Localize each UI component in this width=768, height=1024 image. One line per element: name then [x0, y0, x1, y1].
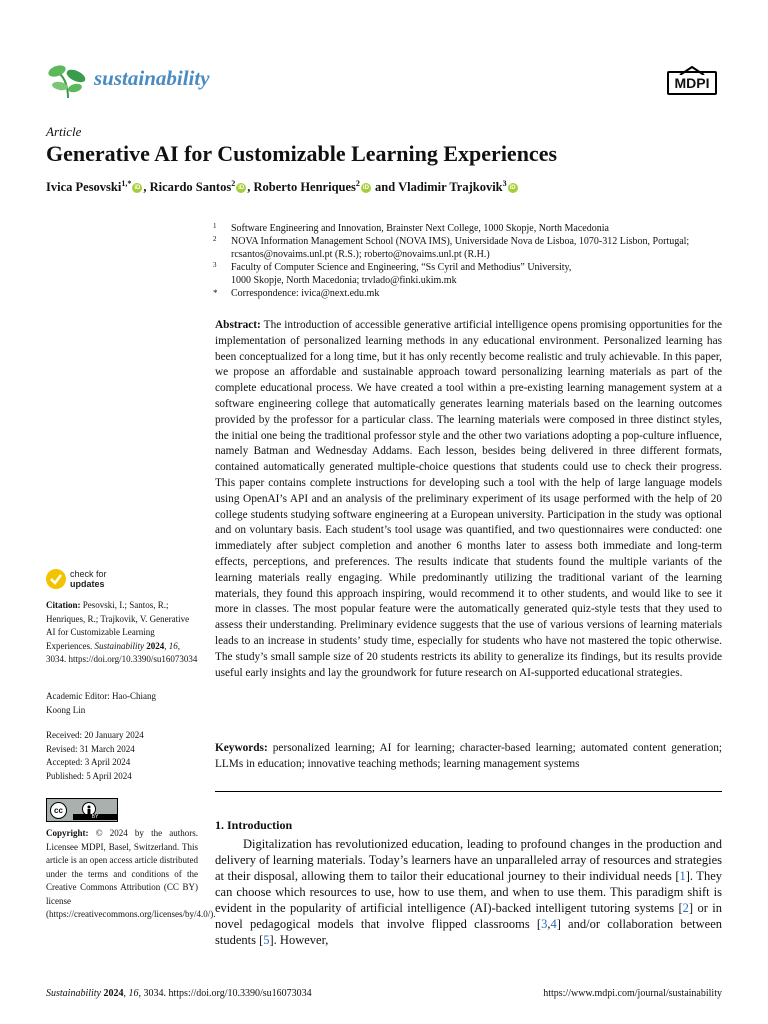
author-sup: 2: [355, 179, 360, 188]
date-line: Published: 5 April 2024: [46, 770, 132, 781]
affiliation-line: Faculty of Computer Science and Engineering, “Ss Cyril and Methodius” University,: [231, 262, 572, 273]
affiliation-number: 1: [213, 222, 217, 230]
orcid-icon[interactable]: iD: [134, 185, 141, 192]
article-title: Generative AI for Customizable Learning Experiences: [46, 141, 558, 166]
keywords-text: personalized learning; AI for learning; character-based learning; automated content generation; LLMs in education; innovative teaching methods; learning management systems: [215, 742, 723, 770]
author-sup: 2: [231, 179, 236, 188]
author-name[interactable]: Ricardo Santos: [149, 180, 232, 195]
by-label: BY: [73, 814, 117, 820]
copyright-block: [46, 827, 216, 922]
copyright-text: © 2024 by the authors. Licensee MDPI, Basel, Switzerland. This article is an open access article distributed under the terms and conditions of the Creative Commons Attribution (CC BY) license (https://creativecommons.org/licenses/by/4.0/).: [46, 828, 216, 919]
author-sup: 1,*: [121, 179, 132, 188]
dates-block: [46, 729, 198, 783]
citation-label: Citation:: [46, 600, 81, 610]
affiliation-number: 3: [213, 261, 217, 269]
citation-link[interactable]: 2: [682, 901, 689, 915]
intro-text: ] or in novel pedagogical models that involve flipped classrooms [: [215, 901, 722, 931]
journal-logo-icon: [46, 62, 90, 100]
affiliation: [213, 261, 723, 287]
correspondence-line[interactable]: Correspondence: ivica@next.edu.mk: [231, 288, 380, 299]
mdpi-logo: [667, 71, 717, 95]
affiliation-number: *: [213, 288, 218, 298]
cc-by-license-badge[interactable]: [46, 798, 118, 822]
citation-year: 2024: [146, 640, 165, 651]
author-sep: ,: [247, 180, 254, 195]
footer-journal: Sustainability: [46, 988, 101, 999]
citation-volume: 16: [168, 640, 178, 651]
affiliation-line: Software Engineering and Innovation, Brainster Next College, 1000 Skopje, North Macedonia: [231, 223, 609, 234]
section-title: 1. Introduction: [215, 818, 293, 832]
author-sup: 3: [502, 179, 507, 188]
intro-text: ]. They can choose which resources to use, how to use them, and when to use them. This paradigm shift is evident in the popularity of artificial intelligence (AI)-backed intelligent tutoring systems [: [215, 869, 722, 915]
author-list: [46, 179, 519, 195]
cc-icon: cc: [50, 802, 67, 819]
footer-journal-url[interactable]: https://www.mdpi.com/journal/sustainability: [543, 988, 722, 999]
affiliation-line[interactable]: rcsantos@novaims.unl.pt (R.S.); roberto@novaims.unl.pt (R.H.): [231, 249, 490, 260]
affiliation: [213, 222, 723, 235]
author-sep: ,: [143, 180, 150, 195]
date-line: Accepted: 3 April 2024: [46, 757, 131, 767]
citation-link[interactable]: 1: [679, 869, 686, 883]
abstract-label: Abstract:: [215, 319, 261, 331]
intro-text: ]. However,: [269, 933, 329, 947]
keywords: [215, 741, 722, 773]
intro-text: ] and/or collaboration between students [: [215, 917, 722, 947]
cfu-line: updates: [70, 579, 105, 589]
citation-link[interactable]: 4: [550, 917, 557, 931]
footer-citation: Sustainability 2024, 16, 3034. https://doi.org/10.3390/su16073034: [46, 988, 312, 999]
author-name[interactable]: Ivica Pesovski: [46, 180, 122, 195]
orcid-icon[interactable]: iD: [362, 185, 369, 192]
affiliation-line[interactable]: 1000 Skopje, North Macedonia; trvlado@finki.ukim.mk: [231, 275, 457, 286]
intro-text: Digitalization has revolutionized education, leading to profound changes in the production and delivery of learning materials. Today’s learners have an unparalleled array of resources and strategies at their disposal, allowing them to tailor their educational journey to their individual needs [: [215, 837, 722, 883]
footer-doi[interactable]: , 3034. https://doi.org/10.3390/su16073034: [138, 988, 312, 999]
article-type: Article: [46, 124, 82, 139]
academic-editor: Academic Editor: Hao-Chiang Koong Lin: [46, 691, 156, 715]
citation-journal: Sustainability: [94, 640, 144, 651]
journal-name: sustainability: [94, 66, 210, 90]
affiliation-line: NOVA Information Management School (NOVA IMS), Universidade Nova de Lisboa, 1070-312 Lisbon, Portugal;: [231, 236, 690, 247]
author-name[interactable]: Vladimir Trajkovik: [398, 180, 503, 195]
author-and: and: [371, 180, 399, 195]
check-for-updates-button[interactable]: [46, 569, 166, 593]
intro-text: ,: [547, 917, 551, 931]
footer-year: 2024: [103, 988, 124, 999]
orcid-icon[interactable]: iD: [509, 185, 516, 192]
footer-volume: 16: [128, 988, 139, 999]
date-line: Received: 20 January 2024: [46, 730, 144, 740]
affiliation: [213, 235, 723, 261]
author-name[interactable]: Roberto Henriques: [253, 180, 356, 195]
cfu-line: check for: [70, 569, 107, 579]
citation-doi[interactable]: , 3034. https://doi.org/10.3390/su16073034: [46, 640, 198, 664]
citation-link[interactable]: 5: [263, 933, 270, 947]
check-icon: [46, 569, 66, 589]
abstract-text: The introduction of accessible generative artificial intelligence opens promising opportunities for the implementation of personalized learning methods in any educational environment. Personalized learning has been conceptualized for a long time, but it has only recently become realistic and truly achievable. In this paper, we propose an affordable and sustainable approach toward personalizing learning materials as part of the complete educational process. We have created a tool within a pre-existing learning management system at a software engineering college that automatically generates learning materials based on the learning outcomes provided by the professor for a particular class. The learning materials were composed in three distinct styles, the initial one being the traditional professor style and the other two variations adopting a pop-culture influence, namely Batman and Wednesday Addams. Each lesson, besides being delivered in three different formats, contained automatically generated multiple-choice questions that students could use to check their progress. This paper contains complete instructions for developing such a tool with the help of large language models using OpenAI’s API and an analysis of the preliminary experiment of its usage performed with the help of 20 college students studying software engineering at a European university. Participation in the study was optional and on voluntary basis. Each student’s tool usage was quantified, and two questionnaires were conducted: one immediately after subject completion and another 6 months later to assess both immediate and long-term effects, perceptions, and preferences. The results indicate that students found the multiple variants of the learning materials really engaging. While predominantly utilizing the traditional variant of the learning materials, they found this approach inspiring, would recommend it to other students, and would like to see it more in classes. The most popular feature were the automatically generated quiz-style tests that they used to assess their understanding. Preliminary evidence suggests that the use of various versions of learning materials leads to an increase in students’ study time, especially for students who have not mastered the topic otherwise. The study’s small sample size of 20 students restricts its ability to generalize its findings, but its results provide useful early insights and lay the groundwork for future research on AI-supported educational strategies.: [215, 319, 723, 679]
copyright-label: Copyright:: [46, 828, 89, 838]
affiliation-number: 2: [213, 235, 217, 243]
section-divider: [215, 791, 722, 792]
citation-text: Pesovski, I.; Santos, R.; Henriques, R.; Trajkovik, V. Generative AI for Customizable Learning Experiences.: [46, 600, 190, 651]
citation-block: Citation: Pesovski, I.; Santos, R.; Henriques, R.; Trajkovik, V. Generative AI for Customizable Learning Experiences. Sustainability 2024, 16, 3034. https://doi.org/10.3390/su16073034: [46, 600, 198, 664]
publisher-name: MDPI: [674, 75, 710, 91]
keywords-label: Keywords:: [215, 742, 268, 754]
intro-paragraph: [215, 836, 722, 948]
correspondence: [213, 287, 723, 300]
date-line: Revised: 31 March 2024: [46, 743, 135, 754]
orcid-icon[interactable]: iD: [238, 185, 245, 192]
abstract: [215, 318, 722, 681]
citation-link[interactable]: 3: [541, 917, 548, 931]
